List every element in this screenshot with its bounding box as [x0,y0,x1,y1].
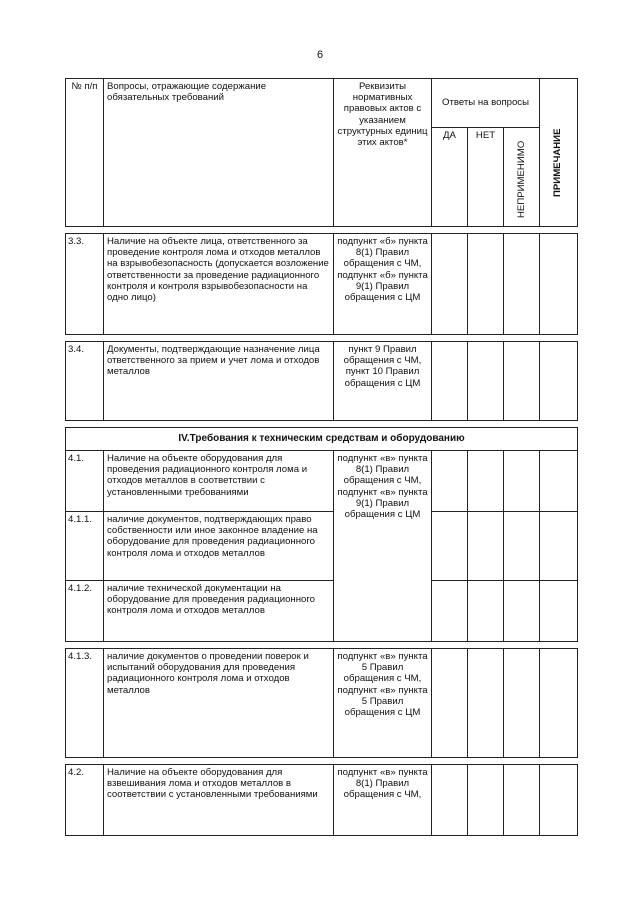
table-row [66,765,578,836]
note-cell[interactable] [540,451,578,512]
note-cell[interactable] [540,581,578,642]
answer-no-cell[interactable] [468,765,504,836]
answer-no-cell[interactable] [468,451,504,512]
header-questions: Вопросы, отражающие содержание обязательных требований [104,79,334,227]
note-cell[interactable] [540,342,578,421]
note-cell[interactable] [540,234,578,335]
header-yes: ДА [432,128,468,227]
row-question: Наличие на объекте оборудования для проведения радиационного контроля лома и отходов металлов в соответствии с установленными требованиями [104,451,334,512]
answer-no-cell[interactable] [468,649,504,758]
section-row [66,428,578,451]
answer-na-cell[interactable] [504,765,540,836]
row-requisite: подпункт «б» пункта 8(1) Правил обращения с ЧМ, подпункт «б» пункта 9(1) Правил обращения с ЦМ [334,234,432,335]
row-num: 3.4. [66,342,104,421]
row-requisite: подпункт «в» пункта 8(1) Правил обращения с ЧМ, [334,765,432,836]
page-number: 6 [316,49,324,61]
answer-na-cell[interactable] [504,342,540,421]
table-row [66,581,578,642]
row-question: Наличие на объекте лица, ответственного за проведение контроля лома и отходов металлов на взрывобезопасность (допускается возложение ответственности за проведение радиационного контроля и контроля взрывобезопасности на одно лицо) [104,234,334,335]
note-cell[interactable] [540,765,578,836]
answer-na-cell[interactable] [504,234,540,335]
header-row-1 [66,79,578,128]
row-num: 4.1.3. [66,649,104,758]
row-requisite: пункт 9 Правил обращения с ЧМ, пункт 10 Правил обращения с ЦМ [334,342,432,421]
header-not-applicable-cell [504,128,540,227]
row-question: наличие технической документации на оборудование для проведения радиационного контроля лома и отходов металлов [104,581,334,642]
row-question: наличие документов, подтверждающих право собственности или иное законное владение на оборудование для проведения радиационного контроля лома и отходов металлов [104,512,334,581]
answer-na-cell[interactable] [504,512,540,581]
row-question: Наличие на объекте оборудования для взвешивания лома и отходов металлов в соответствии с установленными требованиями [104,765,334,836]
table-row [66,234,578,335]
answer-no-cell[interactable] [468,581,504,642]
row-num: 4.1.2. [66,581,104,642]
answer-yes-cell[interactable] [432,765,468,836]
note-cell[interactable] [540,512,578,581]
answer-yes-cell[interactable] [432,451,468,512]
answer-yes-cell[interactable] [432,512,468,581]
answer-yes-cell[interactable] [432,581,468,642]
header-answers: Ответы на вопросы [432,79,540,128]
row-question: наличие документов о проведении поверок и испытаний оборудования для проведения радиационного контроля лома и отходов металлов [104,649,334,758]
header-no: НЕТ [468,128,504,227]
header-note-cell [540,79,578,227]
header-not-applicable: НЕПРИМЕНИМО [516,140,527,218]
table-row [66,342,578,421]
answer-na-cell[interactable] [504,649,540,758]
table-row [66,451,578,512]
header-num: № п/п [66,79,104,227]
row-num: 4.2. [66,765,104,836]
header-requisites: Реквизиты нормативных правовых актов с указанием структурных единиц этих актов* [334,79,432,227]
answer-na-cell[interactable] [504,581,540,642]
row-requisite: подпункт «в» пункта 5 Правил обращения с ЧМ, подпункт «в» пункта 5 Правил обращения с ЦМ [334,649,432,758]
row-question: Документы, подтверждающие назначение лица ответственного за прием и учет лома и отходов металлов [104,342,334,421]
answer-yes-cell[interactable] [432,342,468,421]
table-row [66,512,578,581]
requirements-table [65,78,578,836]
answer-no-cell[interactable] [468,342,504,421]
answer-yes-cell[interactable] [432,234,468,335]
answer-na-cell[interactable] [504,451,540,512]
row-num: 4.1.1. [66,512,104,581]
table-row [66,649,578,758]
answer-no-cell[interactable] [468,234,504,335]
row-requisite: подпункт «в» пункта 8(1) Правил обращения с ЧМ, подпункт «в» пункта 9(1) Правил обращения с ЦМ [334,451,432,642]
note-cell[interactable] [540,649,578,758]
row-num: 3.3. [66,234,104,335]
section-title: IV.Требования к техническим средствам и оборудованию [66,428,578,451]
row-num: 4.1. [66,451,104,512]
answer-yes-cell[interactable] [432,649,468,758]
answer-no-cell[interactable] [468,512,504,581]
header-note: ПРИМЕЧАНИЕ [552,128,564,197]
